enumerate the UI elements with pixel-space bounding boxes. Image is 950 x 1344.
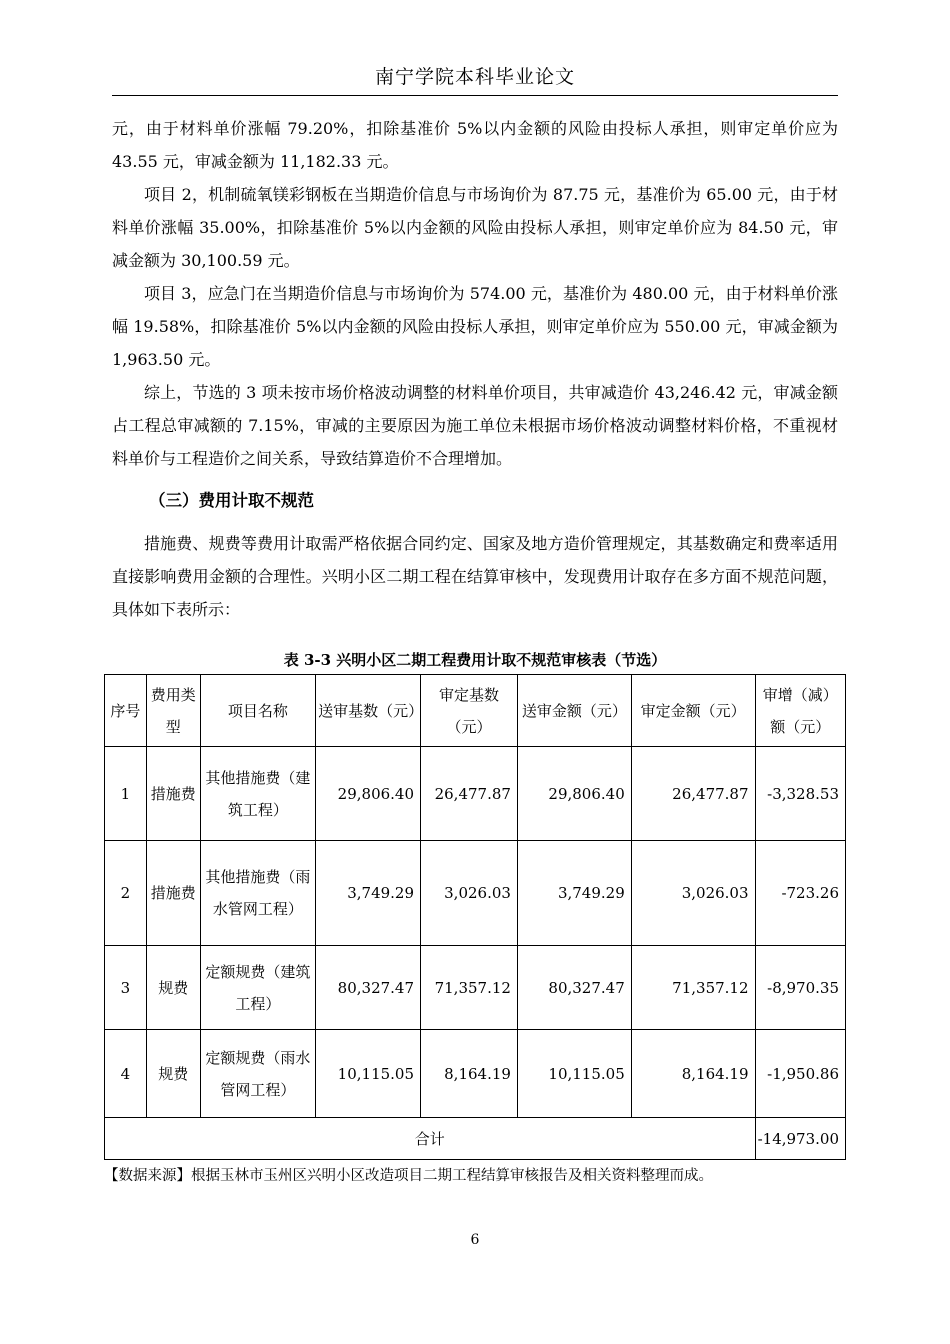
cell-diff: -1,950.86 (755, 1030, 845, 1118)
cell-submitted-amount: 10,115.05 (517, 1030, 631, 1118)
total-value: -14,973.00 (755, 1118, 845, 1160)
cell-submitted-base: 29,806.40 (316, 747, 421, 841)
cell-diff: -3,328.53 (755, 747, 845, 841)
table-caption: 表 3-3 兴明小区二期工程费用计取不规范审核表（节选） (283, 651, 667, 669)
table-row (105, 747, 846, 841)
section-heading: （三）费用计取不规范 (149, 491, 314, 510)
header-submitted-amount: 送审金额（元） (517, 675, 631, 747)
cell-submitted-base: 3,749.29 (316, 841, 421, 946)
table-row (105, 1030, 846, 1118)
cell-approved-base: 3,026.03 (421, 841, 518, 946)
cell-approved-base: 26,477.87 (421, 747, 518, 841)
cell-submitted-amount: 29,806.40 (517, 747, 631, 841)
cell-type: 措施费 (146, 747, 200, 841)
paragraph: 项目 2，机制硫氧镁彩钢板在当期造价信息与市场询价为 87.75 元，基准价为 65.00 元，由于材料单价涨幅 35.00%，扣除基准价 5%以内金额的风险由投标人承担，则审定单价应为 84.50 元，审减金额为 30,100.59 元。 (112, 185, 838, 270)
table-row (105, 841, 846, 946)
header-no: 序号 (105, 675, 147, 747)
fee-audit-table (104, 674, 846, 1160)
cell-type: 规费 (146, 946, 200, 1030)
header-approved-amount: 审定金额（元） (631, 675, 755, 747)
page-content (104, 112, 839, 1185)
cell-submitted-amount: 3,749.29 (517, 841, 631, 946)
cell-type: 规费 (146, 1030, 200, 1118)
header-type: 费用类型 (146, 675, 200, 747)
paragraph: 元，由于材料单价涨幅 79.20%，扣除基准价 5%以内金额的风险由投标人承担，则审定单价应为 43.55 元，审减金额为 11,182.33 元。 (112, 119, 838, 171)
cell-name: 定额规费（雨水管网工程） (200, 1030, 316, 1118)
page-header: 南宁学院本科毕业论文 (112, 62, 838, 96)
data-source-note: 【数据来源】根据玉林市玉州区兴明小区改造项目二期工程结算审核报告及相关资料整理而成。 (104, 1168, 713, 1184)
cell-approved-base: 71,357.12 (421, 946, 518, 1030)
table-total-row (105, 1118, 846, 1160)
cell-approved-amount: 71,357.12 (631, 946, 755, 1030)
cell-approved-amount: 8,164.19 (631, 1030, 755, 1118)
cell-approved-amount: 3,026.03 (631, 841, 755, 946)
cell-type: 措施费 (146, 841, 200, 946)
header-approved-base: 审定基数（元） (421, 675, 518, 747)
cell-diff: -723.26 (755, 841, 845, 946)
cell-submitted-base: 80,327.47 (316, 946, 421, 1030)
table-header-row (105, 675, 846, 747)
cell-name: 其他措施费（建筑工程） (200, 747, 316, 841)
paragraph: 综上，节选的 3 项未按市场价格波动调整的材料单价项目，共审减造价 43,246.42 元，审减金额占工程总审减额的 7.15%，审减的主要原因为施工单位未根据市场价格波动调整材料价格，不重视材料单价与工程造价之间关系，导致结算造价不合理增加。 (112, 383, 838, 468)
table-row (105, 946, 846, 1030)
cell-no: 4 (105, 1030, 147, 1118)
cell-submitted-base: 10,115.05 (316, 1030, 421, 1118)
cell-name: 定额规费（建筑工程） (200, 946, 316, 1030)
header-name: 项目名称 (200, 675, 316, 747)
page-number: 6 (470, 1232, 480, 1248)
cell-submitted-amount: 80,327.47 (517, 946, 631, 1030)
header-diff: 审增（减）额（元） (755, 675, 845, 747)
cell-approved-amount: 26,477.87 (631, 747, 755, 841)
cell-no: 2 (105, 841, 147, 946)
paragraph: 措施费、规费等费用计取需严格依据合同约定、国家及地方造价管理规定，其基数确定和费率适用直接影响费用金额的合理性。兴明小区二期工程在结算审核中，发现费用计取存在多方面不规范问题，具体如下表所示： (112, 534, 838, 619)
total-label: 合计 (105, 1118, 756, 1160)
cell-no: 1 (105, 747, 147, 841)
header-submitted-base: 送审基数（元） (316, 675, 421, 747)
paragraph: 项目 3，应急门在当期造价信息与市场询价为 574.00 元，基准价为 480.00 元，由于材料单价涨幅 19.58%，扣除基准价 5%以内金额的风险由投标人承担，则审定单价应为 550.00 元，审减金额为 1,963.50 元。 (112, 284, 838, 369)
cell-no: 3 (105, 946, 147, 1030)
cell-diff: -8,970.35 (755, 946, 845, 1030)
cell-approved-base: 8,164.19 (421, 1030, 518, 1118)
cell-name: 其他措施费（雨水管网工程） (200, 841, 316, 946)
